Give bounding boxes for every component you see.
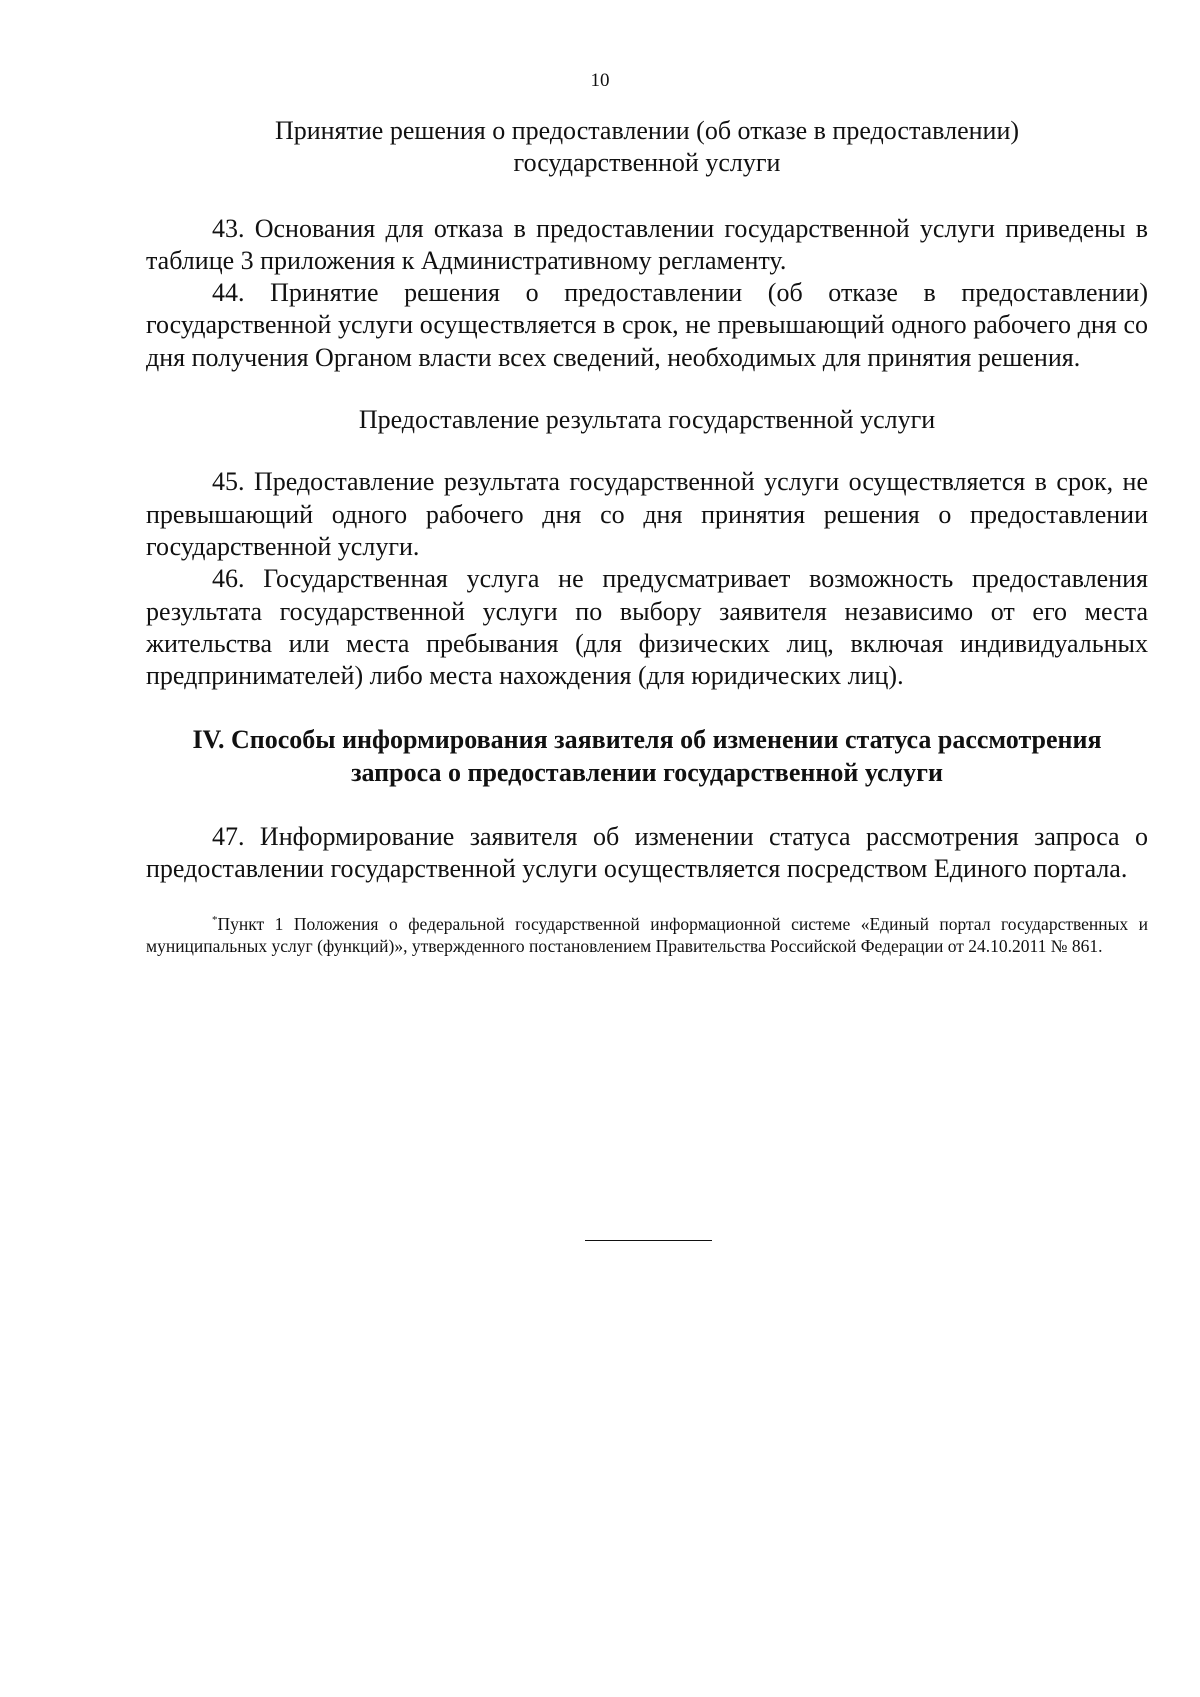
paragraph-46: 46. Государственная услуга не предусматривает возможность предоставления результата государственной услуги по выбору заявителя независимо от его места жительства или места пребывания (для физических лиц, включая индивидуальных предпринимателей) либо места нахождения (для юридических лиц). <box>146 564 1148 691</box>
paragraph-43: 43. Основания для отказа в предоставлении государственной услуги приведены в таблице 3 приложения к Административному регламенту. <box>146 213 1148 275</box>
decision-subheading-line-1: Принятие решения о предоставлении (об отказе в предоставлении) <box>274 116 1020 145</box>
result-subheading: Предоставление результата государственной услуги <box>358 405 936 435</box>
paragraph-47: 47. Информирование заявителя об изменении статуса рассмотрения запроса о предоставлении государственной услуги осуществляется посредством Единого портала. <box>146 822 1148 884</box>
footnote <box>146 913 1148 957</box>
chapter-iv-heading <box>146 724 1148 789</box>
page-number: 10 <box>590 70 610 91</box>
footnote-marker: * <box>212 913 218 926</box>
footnote-text: Пункт 1 Положения о федеральной государственной информационной системе «Единый портал государственных и муниципальных услуг (функций)», утвержденного постановлением Правительства Российской Федерации от 24.10.2011 № 861. <box>146 913 1148 956</box>
page-content <box>146 115 1148 957</box>
chapter-iv-heading-line-2: запроса о предоставлении государственной услуги <box>351 757 943 787</box>
chapter-iv-heading-line-1: IV. Способы информирования заявителя об изменении статуса рассмотрения <box>192 725 1102 755</box>
paragraph-44: 44. Принятие решения о предоставлении (об отказе в предоставлении) государственной услуги осуществляется в срок, не превышающий одного рабочего дня со дня получения Органом власти всех сведений, необходимых для принятия решения. <box>146 278 1148 372</box>
decision-subheading-line-2: государственной услуги <box>513 148 781 178</box>
end-of-document-rule <box>585 1240 712 1241</box>
decision-subheading <box>146 115 1148 180</box>
paragraph-45: 45. Предоставление результата государственной услуги осуществляется в срок, не превышающий одного рабочего дня со дня принятия решения о предоставлении государственной услуги. <box>146 467 1148 561</box>
